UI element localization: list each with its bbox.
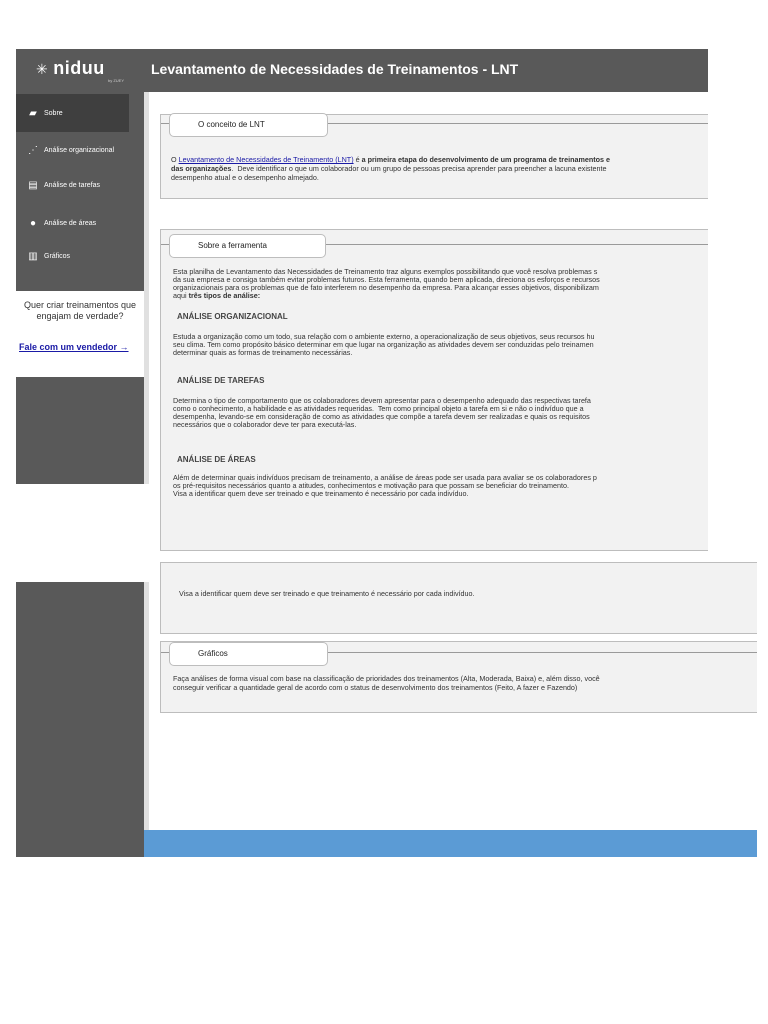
contact-seller-link[interactable]: Fale com um vendedor → bbox=[19, 342, 129, 352]
org-chart-icon: ⋰ bbox=[28, 144, 38, 156]
sparkle-icon: ✳ bbox=[36, 61, 49, 77]
screen-top-fragment bbox=[16, 49, 708, 498]
header bbox=[16, 49, 708, 92]
sidebar-item-label: Análise de áreas bbox=[44, 219, 97, 227]
org-line1: Estuda a organização como um todo, sua relação com o ambiente externo, a operacionalização de seus objetivos, seus recursos hu bbox=[173, 332, 595, 341]
tar-line1: Determina o tipo de comportamento que os colaboradores devem apresentar para o desempenho adequado das respectivas tarefa bbox=[173, 396, 591, 405]
sidebar-item-label: Gráficos bbox=[44, 252, 71, 260]
are-line3: Visa a identificar quem deve ser treinado e que treinamento é necessário por cada indivíduo. bbox=[173, 489, 469, 498]
are-line2: os pré-requisitos necessários quanto a atitudes, conhecimentos e motivação para que possam se beneficiar do treinamento. bbox=[173, 481, 569, 490]
are-line3-continued: Visa a identificar quem deve ser treinado e que treinamento é necessário por cada indivíduo. bbox=[179, 589, 475, 598]
conceito-line2: das organizações. Deve identificar o que um colaborador ou um grupo de pessoas precisa aprender para preencher a lacuna existente bbox=[171, 164, 607, 173]
heading-analise-areas: ANÁLISE DE ÁREAS bbox=[177, 455, 256, 464]
bar-chart-icon: ▥ bbox=[28, 250, 38, 262]
org-line3: determinar quais as formas de treinamento necessárias. bbox=[173, 348, 353, 357]
footer-bar bbox=[144, 830, 757, 857]
content-gutter bbox=[144, 92, 149, 484]
sidebar-item-analise-tarefas[interactable] bbox=[16, 166, 129, 204]
sidebar-item-label: Sobre bbox=[44, 109, 63, 117]
section-title: Sobre a ferramenta bbox=[169, 234, 326, 258]
ferramenta-p1-line1: Esta planilha de Levantamento das Necessidades de Treinamento traz alguns exemplos possibilitando que você resolva problemas s bbox=[173, 267, 598, 276]
ferramenta-p1-line3: organizacionais para os problemas que de fato interferem no desempenho da empresa. Para alcançar esses objetivos, disponibilizam bbox=[173, 283, 599, 292]
section-conceito bbox=[160, 114, 708, 199]
graficos-line2: conseguir verificar a quantidade geral de acordo com o status de desenvolvimento dos treinamentos (Feito, A fazer e Fazendo) bbox=[173, 683, 578, 692]
sidebar-continued bbox=[16, 582, 144, 857]
are-line1: Além de determinar quais indivíduos precisam de treinamento, a análise de áreas pode ser usada para avaliar se os colaboradores p bbox=[173, 473, 597, 482]
page-title: Levantamento de Necessidades de Treinamentos - LNT bbox=[151, 61, 519, 77]
sidebar-item-analise-organizacional[interactable] bbox=[16, 131, 129, 169]
org-line2: seu clima. Tem como propósito básico determinar em que lugar na organização as atividades devem ser conduzidas pelo treinamen bbox=[173, 340, 594, 349]
promo-box bbox=[16, 291, 144, 377]
sidebar-item-label: Análise organizacional bbox=[44, 146, 115, 154]
lnt-link[interactable]: Levantamento de Necessidades de Treinamento (LNT) bbox=[178, 155, 354, 164]
sidebar-item-sobre[interactable] bbox=[16, 94, 129, 132]
section-title: O conceito de LNT bbox=[169, 113, 328, 137]
tar-line2: como o conhecimento, a habilidade e as atividades requeridas. Tem como principal objeto a tarefa em si e não o indivíduo que a bbox=[173, 404, 584, 413]
sidebar-item-graficos[interactable] bbox=[16, 237, 129, 275]
tar-line3: desempenha, levando-se em consideração de como as atividades que compõe a tarefa devem ser realizadas e quais os requisitos bbox=[173, 412, 590, 421]
brand-logo: ✳ niduu bbox=[36, 58, 105, 78]
clipboard-icon: ▤ bbox=[28, 179, 38, 191]
heading-analise-tarefas: ANÁLISE DE TAREFAS bbox=[177, 376, 265, 385]
section-title: Gráficos bbox=[169, 642, 328, 666]
main-content bbox=[144, 92, 708, 498]
heading-analise-organizacional: ANÁLISE ORGANIZACIONAL bbox=[177, 312, 288, 321]
ferramenta-p1-line4: aqui três tipos de análise: bbox=[173, 291, 261, 300]
conceito-line1: O Levantamento de Necessidades de Treinamento (LNT) é a primeira etapa do desenvolvimento de um programa de treinamentos e bbox=[171, 155, 611, 164]
conceito-line3: desempenho atual e o desempenho almejado. bbox=[171, 173, 319, 182]
folder-icon: ▰ bbox=[29, 107, 37, 119]
brand-sub: by ZUEY bbox=[108, 78, 125, 83]
main-content-continued bbox=[144, 582, 757, 830]
sidebar-item-label: Análise de tarefas bbox=[44, 181, 101, 189]
promo-question: Quer criar treinamentos que engajam de verdade? bbox=[23, 300, 137, 321]
section-ferramenta-continued bbox=[160, 562, 757, 634]
tar-line4: necessários que o colaborador deve ter para executá-las. bbox=[173, 420, 357, 429]
ferramenta-p1-line2: da sua empresa e consiga também evitar problemas futuros. Esta ferramenta, quando bem aplicada, direciona os esforços e recursos bbox=[173, 275, 600, 284]
user-icon: ● bbox=[29, 217, 37, 229]
screen-bottom-fragment bbox=[16, 582, 757, 857]
content-gutter bbox=[144, 582, 149, 830]
sidebar bbox=[16, 49, 144, 484]
section-ferramenta bbox=[160, 229, 708, 551]
graficos-line1: Faça análises de forma visual com base na classificação de prioridades dos treinamentos (Alta, Moderada, Baixa) e, além disso, você bbox=[173, 674, 600, 683]
section-graficos bbox=[160, 641, 757, 713]
